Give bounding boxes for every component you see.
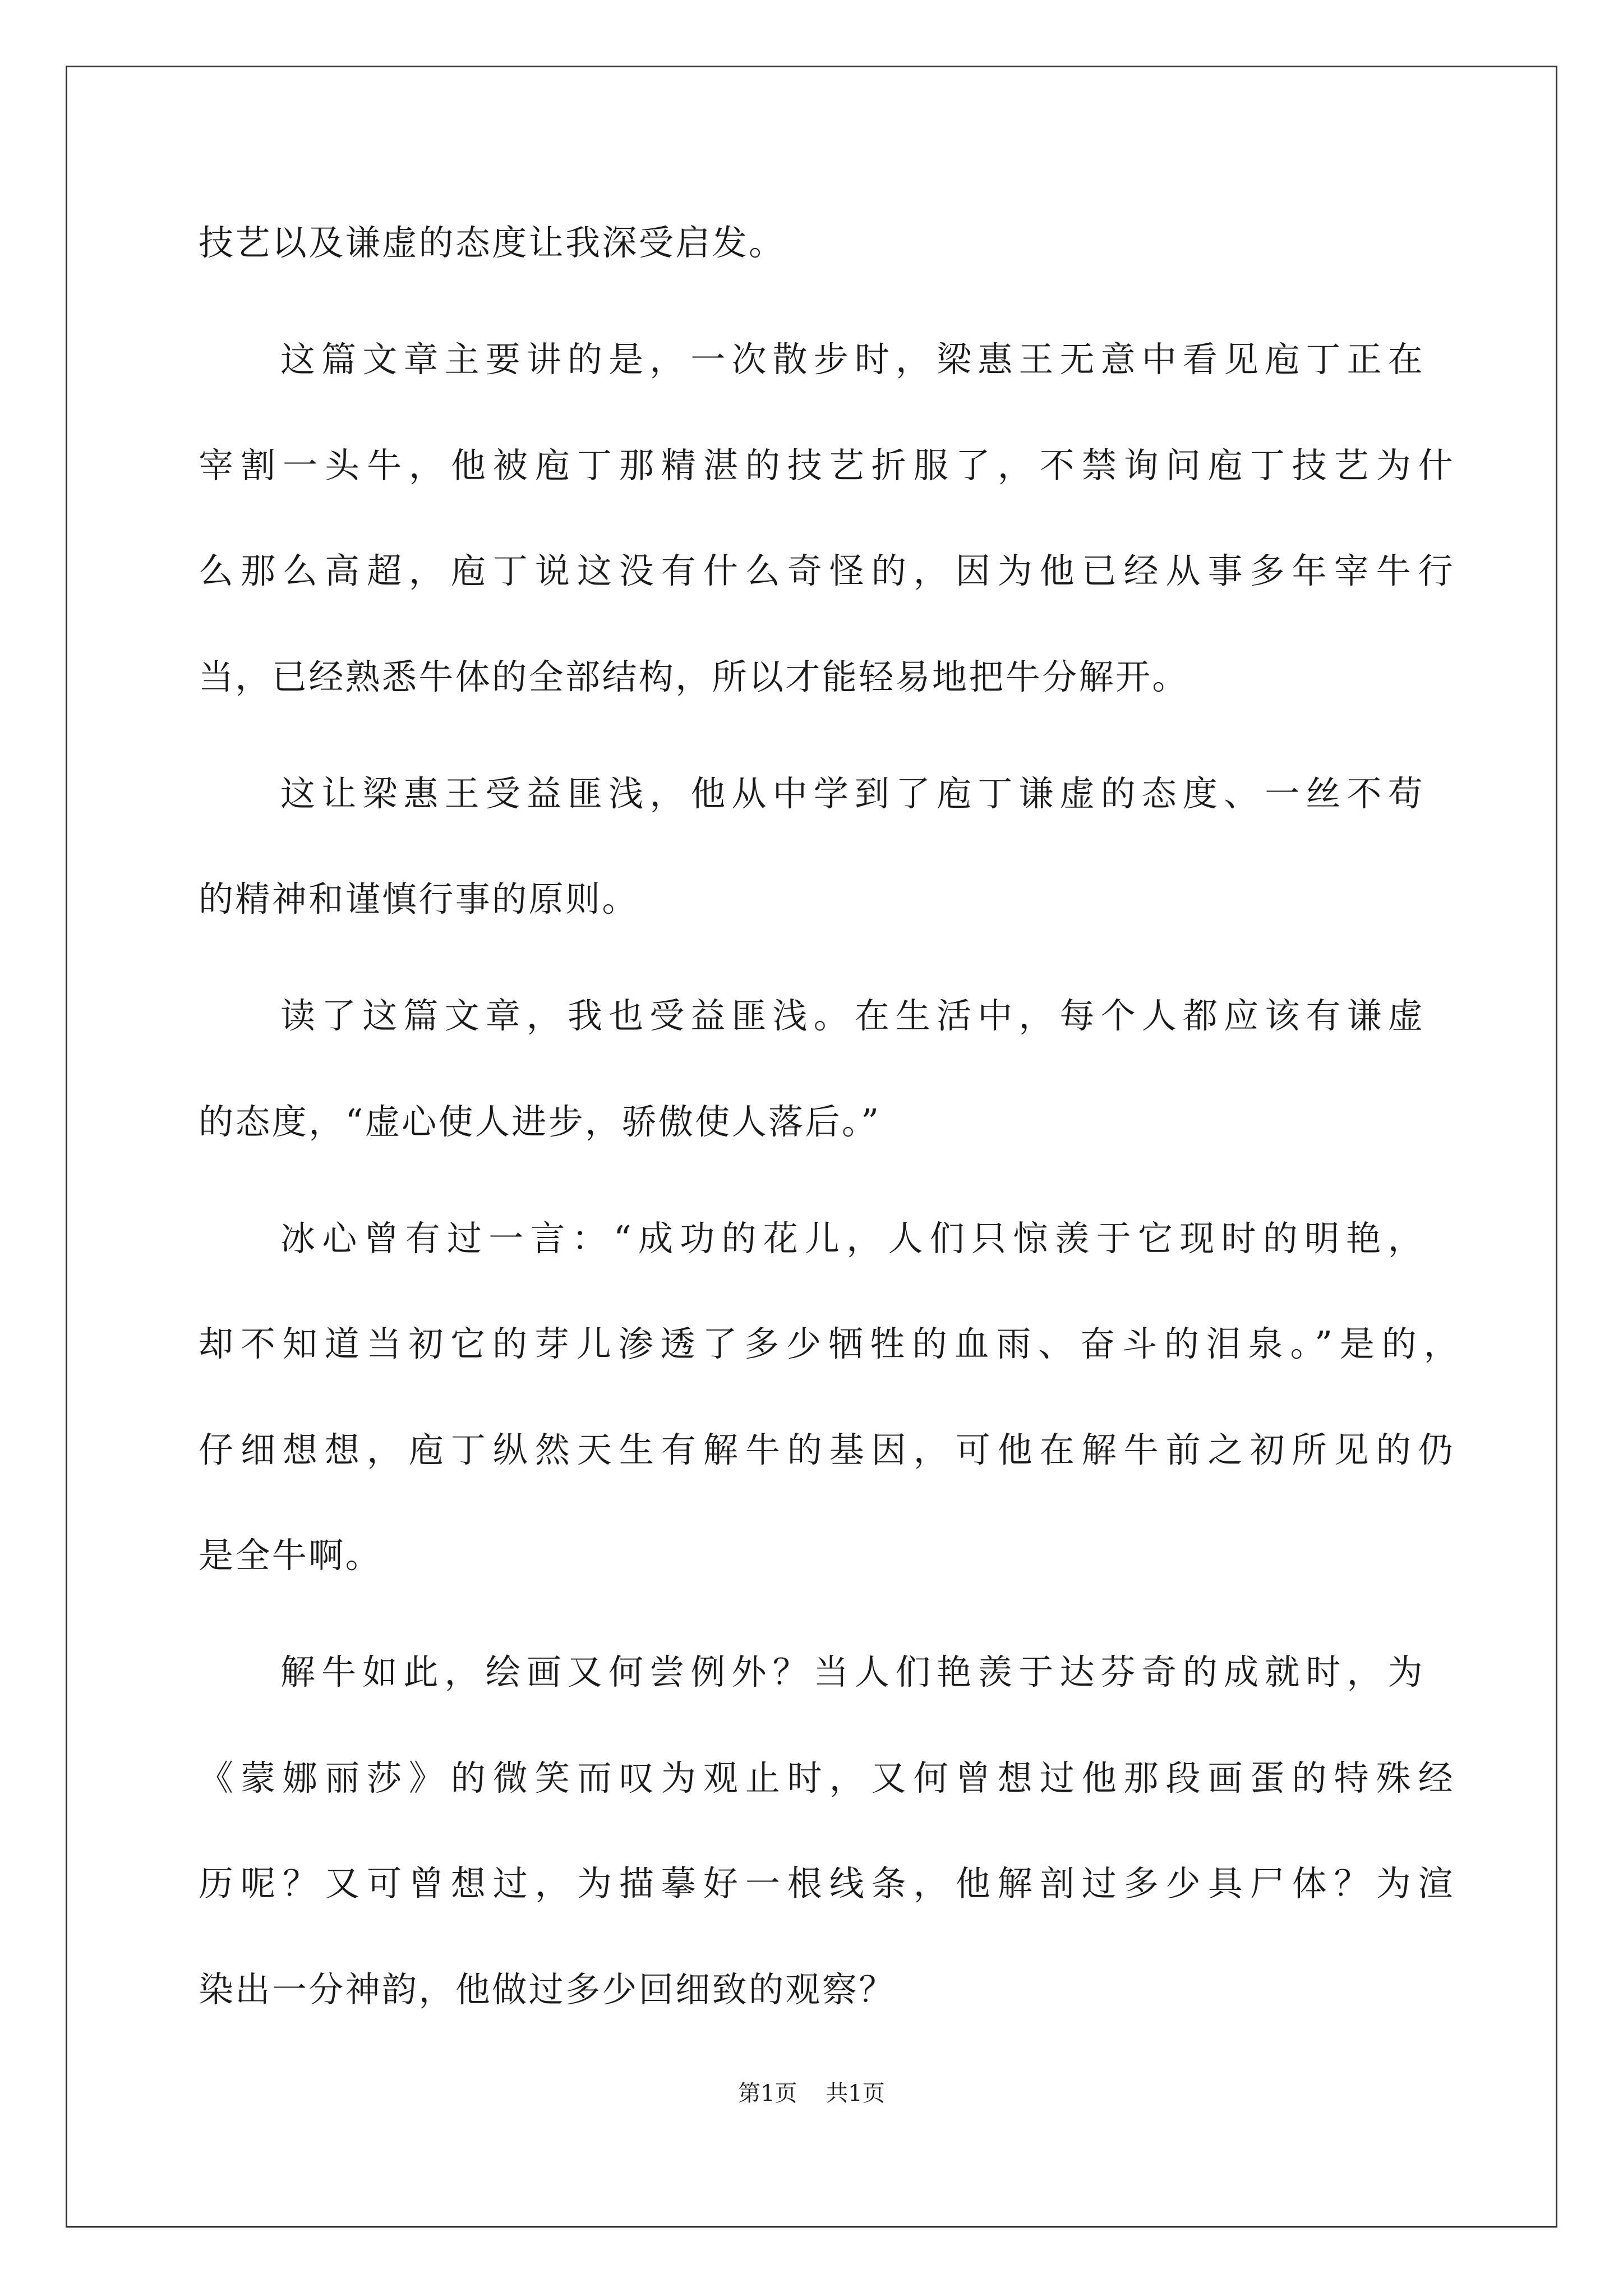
text-line: 读了这篇文章，我也受益匪浅。在生活中，每个人都应该有谦虚 [280, 995, 1424, 1036]
text-line: 《蒙娜丽莎》的微笑而叹为观止时，又何曾想过他那段画蛋的特殊经 [199, 1757, 1455, 1798]
text-line: 技艺以及谦虚的态度让我深受启发。 [199, 222, 786, 263]
text-line: 这篇文章主要讲的是，一次散步时，梁惠王无意中看见庖丁正在 [280, 339, 1424, 380]
text-line: 这让梁惠王受益匪浅，他从中学到了庖丁谦虚的态度、一丝不苟 [280, 773, 1424, 814]
text-line: 历呢？又可曾想过，为描摹好一根线条，他解剖过多少具尸体？为渲 [199, 1863, 1455, 1904]
text-line: 染出一分神韵，他做过多少回细致的观察？ [199, 1969, 896, 2010]
page-total: 共1页 [826, 2081, 885, 2106]
text-line: 却不知道当初它的芽儿渗透了多少牺牲的血雨、奋斗的泪泉。”是的， [199, 1323, 1460, 1364]
text-line: 的态度，“虚心使人进步，骄傲使人落后。” [199, 1101, 881, 1142]
text-line: 是全牛啊。 [199, 1535, 382, 1576]
text-line: 宰割一头牛，他被庖丁那精湛的技艺折服了，不禁询问庖丁技艺为什 [199, 445, 1455, 486]
text-line: 解牛如此，绘画又何尝例外？当人们艳羡于达芬奇的成就时，为 [280, 1651, 1424, 1692]
text-line: 当，已经熟悉牛体的全部结构，所以才能轻易地把牛分解开。 [199, 656, 1189, 697]
text-line: 冰心曾有过一言：“成功的花儿，人们只惊羡于它现时的明艳， [280, 1218, 1424, 1259]
text-line: 的精神和谨慎行事的原则。 [199, 878, 639, 919]
page-number: 第1页 [738, 2081, 797, 2106]
text-line: 仔细想想，庖丁纵然天生有解牛的基因，可他在解牛前之初所见的仍 [199, 1429, 1455, 1470]
page-footer [0, 2077, 1623, 2110]
text-line: 么那么高超，庖丁说这没有什么奇怪的，因为他已经从事多年宰牛行 [199, 550, 1455, 591]
